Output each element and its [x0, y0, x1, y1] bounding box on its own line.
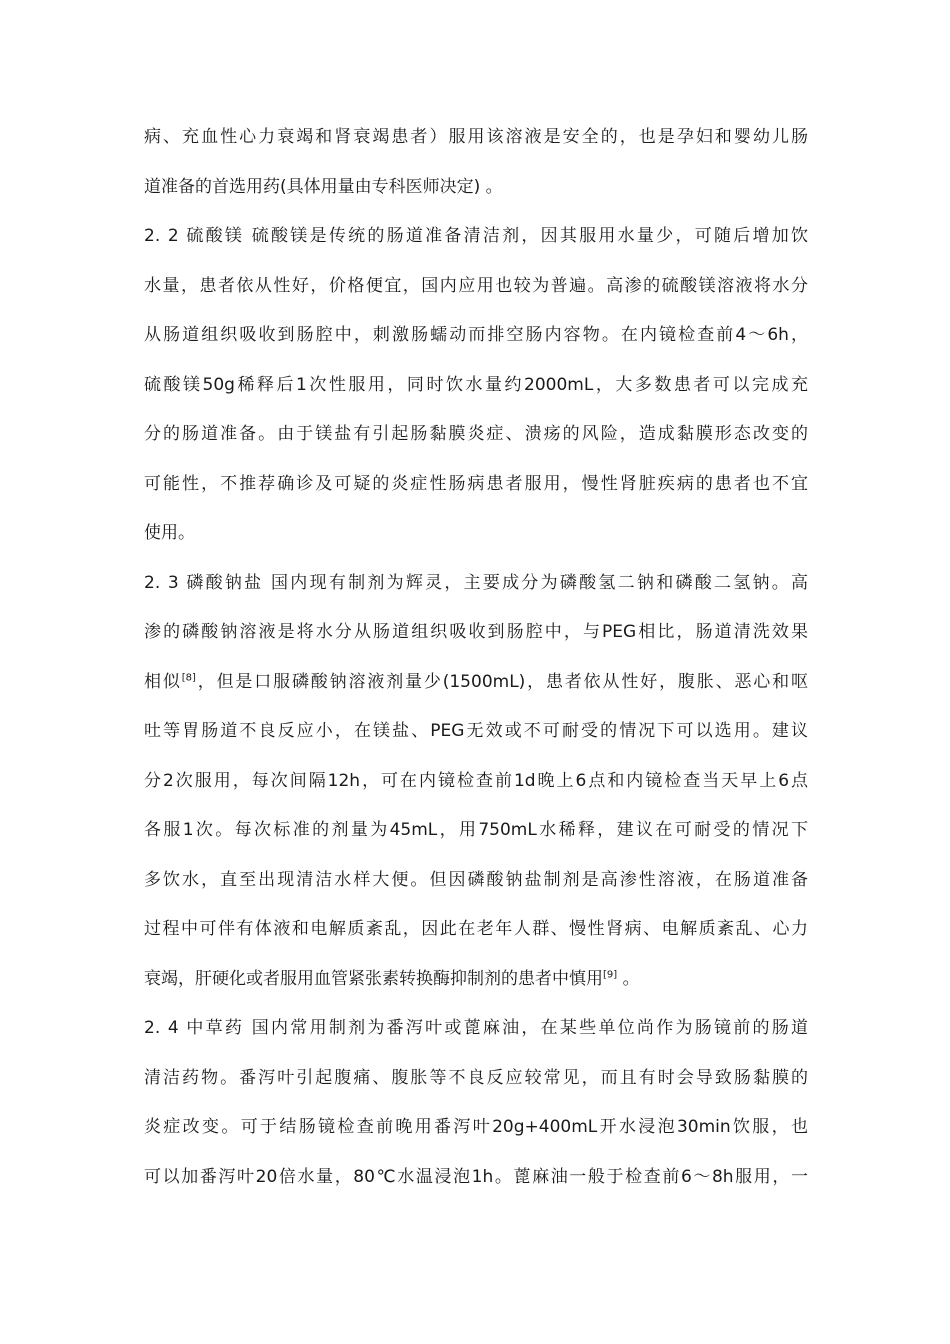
line-text: 渗的磷酸钠溶液是将水分从肠道组织吸收到肠腔中，与PEG相比，肠道清洗效果 — [144, 622, 808, 642]
text-line — [144, 1162, 808, 1192]
line-text-continued: ，但是口服磷酸钠溶液剂量少(1500mL)，患者依从性好，腹胀、恶心和呕 — [195, 671, 808, 692]
text-line — [144, 1112, 808, 1142]
line-text: 可以加番泻叶20倍水量，80℃水温浸泡1h。蓖麻油一般于检查前6～8h服用，一 — [144, 1166, 808, 1187]
line-text: 过程中可伴有体液和电解质紊乱，因此在老年人群、慢性肾病、电解质紊乱、心力 — [144, 919, 808, 939]
text-line — [144, 172, 808, 202]
text-line — [144, 1013, 808, 1043]
line-text-continued: 。 — [617, 968, 640, 989]
line-text: 硫酸镁50g稀释后1次性服用，同时饮水量约2000mL，大多数患者可以完成充 — [144, 374, 808, 395]
text-line — [144, 320, 808, 350]
line-text: 相似 — [144, 671, 182, 692]
text-line — [144, 667, 808, 697]
line-text: 可能性，不推荐确诊及可疑的炎症性肠病患者服用，慢性肾脏疾病的患者也不宜 — [144, 473, 808, 494]
line-text: 分2次服用，每次间隔12h，可在内镜检查前1d晚上6点和内镜检查当天早上6点 — [144, 770, 808, 791]
line-text: 从肠道组织吸收到肠腔中，刺激肠蠕动而排空肠内容物。在内镜检查前4～6h， — [144, 325, 808, 345]
line-text: 炎症改变。可于结肠镜检查前晚用番泻叶20g+400mL开水浸泡30min饮服，也 — [144, 1117, 808, 1137]
text-line — [144, 370, 808, 400]
text-line — [144, 221, 808, 251]
text-line — [144, 964, 808, 994]
citation-ref: [9] — [603, 968, 618, 980]
line-text: 道准备的首选用药(具体用量由专科医师决定) 。 — [144, 176, 503, 197]
text-line — [144, 716, 808, 746]
text-line — [144, 865, 808, 895]
text-line — [144, 914, 808, 944]
text-line — [144, 1063, 808, 1093]
line-text: 分的肠道准备。由于镁盐有引起肠黏膜炎症、溃疡的风险，造成黏膜形态改变的 — [144, 424, 808, 444]
line-text: 各服1次。每次标准的剂量为45mL，用750mL水稀释，建议在可耐受的情况下 — [144, 820, 808, 840]
line-text: 使用。 — [144, 523, 195, 543]
line-text: 多饮水，直至出现清洁水样大便。但因磷酸钠盐制剂是高渗性溶液，在肠道准备 — [144, 869, 808, 890]
text-line — [144, 419, 808, 449]
text-line — [144, 766, 808, 796]
citation-ref: [8] — [181, 671, 196, 683]
text-line — [144, 617, 808, 647]
line-text: 2. 3 磷酸钠盐 国内现有制剂为辉灵，主要成分为磷酸氢二钠和磷酸二氢钠。高 — [144, 572, 808, 593]
text-line — [144, 815, 808, 845]
line-text: 清洁药物。番泻叶引起腹痛、腹胀等不良反应较常见，而且有时会导致肠黏膜的 — [144, 1067, 808, 1088]
line-text: 2. 2 硫酸镁 硫酸镁是传统的肠道准备清洁剂，因其服用水量少，可随后增加饮 — [144, 226, 808, 246]
text-line — [144, 122, 808, 152]
text-line — [144, 469, 808, 499]
line-text: 2. 4 中草药 国内常用制剂为番泻叶或蓖麻油，在某些单位尚作为肠镜前的肠道 — [144, 1018, 808, 1038]
line-text: 吐等胃肠道不良反应小，在镁盐、PEG无效或不可耐受的情况下可以选用。建议 — [144, 721, 808, 741]
text-line — [144, 271, 808, 301]
line-text: 衰竭，肝硬化或者服用血管紧张素转换酶抑制剂的患者中慎用 — [144, 968, 603, 989]
line-text: 病、充血性心力衰竭和肾衰竭患者）服用该溶液是安全的，也是孕妇和婴幼儿肠 — [144, 127, 808, 147]
text-line — [144, 568, 808, 598]
line-text: 水量，患者依从性好，价格便宜，国内应用也较为普遍。高渗的硫酸镁溶液将水分 — [144, 275, 808, 296]
text-line — [144, 518, 808, 548]
